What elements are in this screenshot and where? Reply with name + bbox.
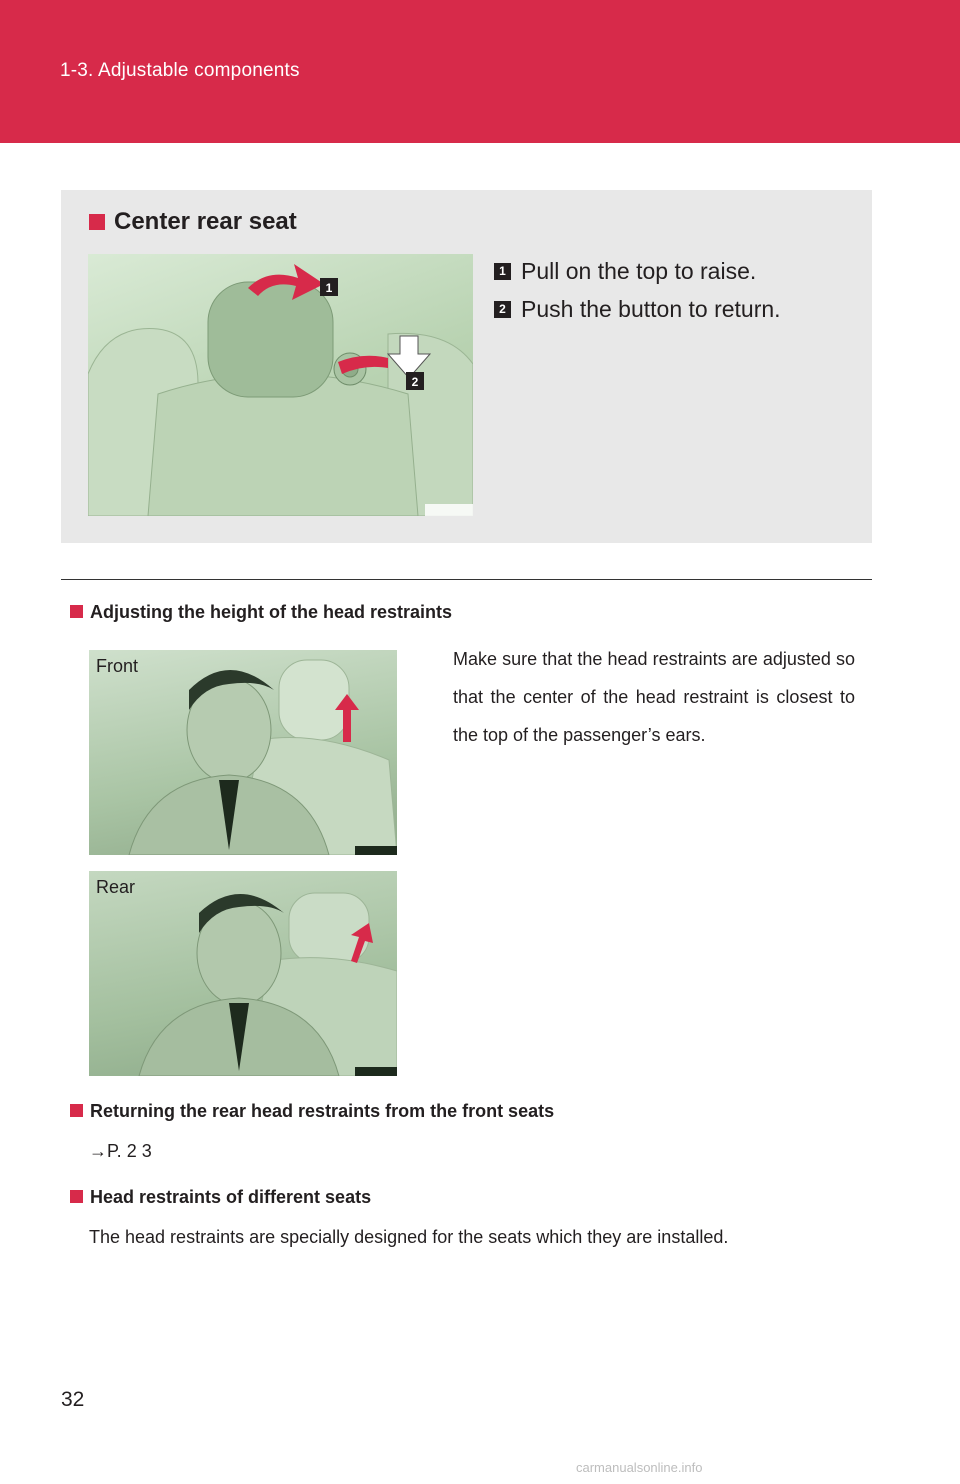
section-divider xyxy=(61,579,872,580)
step-text: Push the button to return. xyxy=(521,295,781,322)
steps-list xyxy=(494,252,781,328)
center-head-restraint-illustration xyxy=(88,254,473,516)
head-restraint-drawing xyxy=(88,254,473,516)
height-heading-text: Adjusting the height of the head restraints xyxy=(90,602,453,622)
page-reference-link[interactable]: →P. 2 3 xyxy=(89,1141,152,1161)
square-bullet-icon xyxy=(70,1190,83,1203)
square-bullet-icon xyxy=(70,605,83,618)
front-seat-illustration xyxy=(89,650,397,855)
square-bullet-icon xyxy=(89,214,105,230)
section-header-bar xyxy=(0,0,960,143)
returning-heading-text: Returning the rear head restraints from the front seats xyxy=(90,1101,555,1121)
returning-section-heading xyxy=(70,1101,554,1122)
step-text: Pull on the top to raise. xyxy=(521,257,757,284)
panel-heading-text: Center rear seat xyxy=(114,208,297,235)
svg-text:1: 1 xyxy=(325,281,333,295)
rear-label: Rear xyxy=(96,877,136,897)
section-title: 1-3. Adjustable components xyxy=(60,60,300,81)
page-number: 32 xyxy=(61,1388,85,1411)
step-number-badge: 2 xyxy=(494,301,511,318)
different-seats-text: The head restraints are specially designed for the seats which they are installed. xyxy=(89,1227,729,1247)
square-bullet-icon xyxy=(70,1104,83,1117)
front-seat-drawing xyxy=(89,650,397,855)
rear-seat-illustration xyxy=(89,871,397,1076)
headrest-shape xyxy=(208,282,333,397)
rear-seat-drawing xyxy=(89,871,397,1076)
different-seats-heading xyxy=(70,1187,371,1208)
step-item xyxy=(494,252,781,290)
step-item xyxy=(494,290,781,328)
panel-heading xyxy=(89,208,297,236)
front-label: Front xyxy=(96,656,139,676)
svg-text:2: 2 xyxy=(411,375,419,389)
height-description: Make sure that the head restraints are adjusted so that the center of the head restraint is closest to the top of the passenger’s ears. xyxy=(453,649,855,745)
step-number-badge: 1 xyxy=(494,263,511,280)
height-section-heading xyxy=(70,602,452,623)
watermark-text: carmanualsonline.info xyxy=(576,1460,703,1475)
center-rear-seat-panel xyxy=(61,190,872,543)
different-heading-text: Head restraints of different seats xyxy=(90,1187,372,1207)
figure-code-tag xyxy=(425,504,473,516)
